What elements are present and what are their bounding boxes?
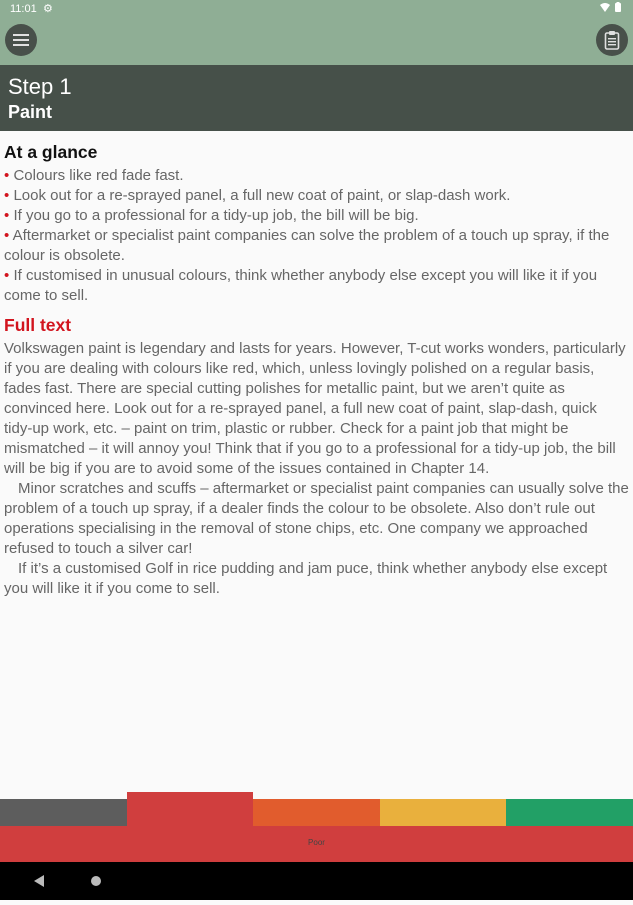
app-bar xyxy=(0,18,633,65)
rating-swatch[interactable] xyxy=(127,792,254,827)
bullet-text: If customised in unusual colours, think whether anybody else except you will like it if you come to sell. xyxy=(4,267,598,304)
clipboard-icon xyxy=(604,30,620,50)
navigation-bar xyxy=(0,862,633,900)
home-icon[interactable] xyxy=(91,876,101,886)
bullet-text: If you go to a professional for a tidy-up job, the bill will be big. xyxy=(13,207,419,224)
bullet-text: Aftermarket or specialist paint companies can solve the problem of a touch up spray, if the colour is obsolete. xyxy=(4,227,610,264)
content-area xyxy=(4,141,629,599)
bullet-icon: • xyxy=(4,187,10,204)
full-text-paragraph: If it’s a customised Golf in rice pudding and jam puce, think whether anybody else except you will like it if you come to sell. xyxy=(4,560,608,597)
status-icons xyxy=(599,2,625,16)
rating-swatch[interactable] xyxy=(506,799,633,827)
wifi-battery-icon xyxy=(599,2,625,13)
rating-result-bar xyxy=(0,826,633,862)
step-header xyxy=(0,65,633,131)
checklist-button[interactable] xyxy=(596,24,628,56)
bullet-icon: • xyxy=(4,227,10,244)
bullet-icon: • xyxy=(4,267,10,284)
step-subtitle: Paint xyxy=(8,102,53,122)
rating-swatch[interactable] xyxy=(380,799,507,827)
rating-swatch[interactable] xyxy=(253,799,380,827)
list-item xyxy=(4,166,629,186)
hamburger-menu-icon xyxy=(13,33,29,47)
status-bar xyxy=(0,0,633,18)
at-a-glance-list xyxy=(4,166,629,306)
bullet-icon: • xyxy=(4,167,10,184)
full-text-paragraph: Volkswagen paint is legendary and lasts for years. However, T-cut works wonders, particularly if you are dealing with colours like red, which, unless lovingly polished on a regular basis, fades fast. There are special cutting polishes for metallic paint, but we aren’t quite as convinced here. Look out for a re-sprayed panel, a full new coat of paint, slap-dash, quick tidy-up work, etc. – paint on trim, plastic or rubber. Check for a paint job that might be mismatched – it will annoy you! Think that if you go to a professional for a tidy-up job, the bill will be big if you are to avoid some of the issues contained in Chapter 14. xyxy=(4,340,626,477)
status-time: 11:01 xyxy=(10,3,37,15)
settings-gear-icon: ⚙ xyxy=(43,3,53,15)
list-item xyxy=(4,186,629,206)
back-icon[interactable] xyxy=(34,875,44,887)
bullet-text: Look out for a re-sprayed panel, a full new coat of paint, or slap-dash work. xyxy=(13,187,511,204)
menu-button[interactable] xyxy=(5,24,37,56)
full-text-heading: Full text xyxy=(4,315,72,335)
full-text-paragraph: Minor scratches and scuffs – aftermarket or specialist paint companies can usually solve the problem of a touch up spray, if a dealer finds the colour to be obsolete. Also don’t rule out operations specialising in the removal of stone chips, etc. One company we approached refused to touch a silver car! xyxy=(4,480,629,557)
at-a-glance-heading: At a glance xyxy=(4,142,98,162)
step-title: Step 1 xyxy=(8,74,72,99)
rating-label: Poor xyxy=(308,838,325,847)
rating-swatch[interactable] xyxy=(0,799,127,827)
bullet-icon: • xyxy=(4,207,10,224)
nav-buttons xyxy=(0,862,633,900)
list-item xyxy=(4,206,629,226)
rating-selector xyxy=(0,799,633,827)
list-item xyxy=(4,226,629,266)
list-item xyxy=(4,266,629,306)
bullet-text: Colours like red fade fast. xyxy=(13,167,184,184)
